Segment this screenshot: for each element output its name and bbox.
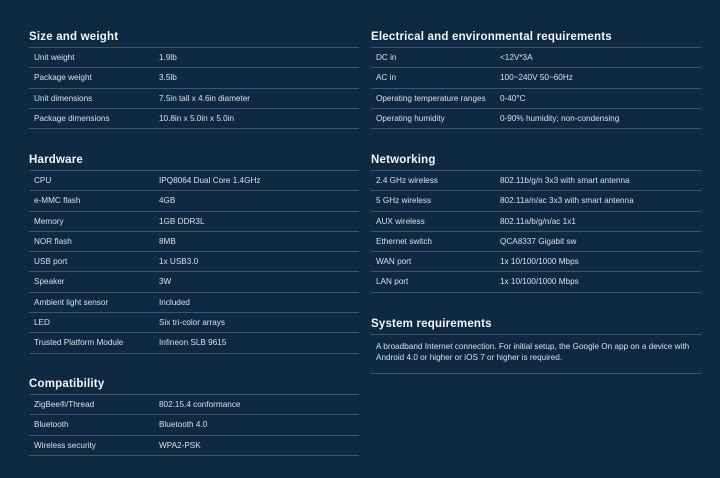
spec-value: IPQ8064 Dual Core 1.4GHz [159, 176, 261, 185]
electrical-section [371, 29, 701, 123]
spec-value: 8MB [159, 236, 176, 246]
spec-label: USB port [34, 257, 68, 267]
spec-value: 4GB [159, 196, 176, 206]
spec-value: 100~240V 50~60Hz [500, 73, 573, 83]
section-title: System requirements [371, 318, 492, 330]
spec-row [371, 212, 701, 232]
spec-label: Operating temperature ranges [376, 93, 486, 103]
spec-label: Ambient light sensor [34, 297, 109, 307]
spec-value: 0-40°C [500, 93, 526, 103]
spec-label: LAN port [376, 277, 409, 287]
spec-label: Package dimensions [34, 113, 110, 123]
spec-value: Bluetooth 4.0 [159, 420, 208, 430]
spec-label: e-MMC flash [34, 196, 81, 206]
spec-value: 3.5lb [159, 73, 177, 83]
spec-label: Package weight [34, 73, 92, 83]
spec-row [29, 293, 359, 313]
spec-label: Operating humidity [376, 113, 445, 123]
spec-value: WPA2-PSK [159, 440, 201, 450]
spec-row [29, 89, 359, 109]
spec-value: 3W [159, 277, 172, 287]
section-title: Hardware [29, 154, 84, 166]
spec-row [29, 252, 359, 272]
spec-row [29, 333, 359, 353]
spec-label: Bluetooth [34, 420, 69, 430]
spec-table [371, 170, 701, 293]
spec-row [29, 109, 359, 129]
spec-label: 2.4 GHz wireless [376, 176, 438, 185]
spec-row [29, 48, 359, 68]
spec-value: 0-90% humidity; non-condensing [500, 113, 620, 123]
spec-row [29, 395, 359, 415]
spec-label: Ethernet switch [376, 236, 432, 246]
spec-label: Speaker [34, 277, 65, 287]
spec-value: 802.11a/b/g/n/ac 1x1 [500, 216, 576, 226]
spec-table [371, 47, 701, 129]
spec-label: AC in [376, 73, 397, 83]
hardware-section [29, 152, 359, 348]
spec-value: 1x USB3.0 [159, 257, 199, 267]
spec-value: 1x 10/100/1000 Mbps [500, 257, 579, 267]
spec-value: Six tri-color arrays [159, 318, 225, 328]
spec-label: WAN port [376, 257, 412, 267]
spec-row [371, 191, 701, 211]
spec-row [29, 212, 359, 232]
spec-table [29, 394, 359, 456]
spec-value: Infineon SLB 9615 [159, 338, 227, 348]
spec-label: CPU [34, 176, 52, 185]
section-title: Compatibility [29, 378, 105, 390]
spec-label: Memory [34, 216, 64, 226]
spec-label: Unit weight [34, 53, 75, 62]
spec-row [371, 252, 701, 272]
spec-value: 802.15.4 conformance [159, 400, 241, 409]
spec-label: Unit dimensions [34, 93, 93, 103]
spec-value: 1.9lb [159, 53, 177, 62]
networking-section [371, 152, 701, 287]
spec-row [371, 68, 701, 88]
spec-row [29, 191, 359, 211]
spec-label: LED [34, 318, 50, 328]
spec-value: 1GB DDR3L [159, 216, 205, 226]
spec-label: AUX wireless [376, 216, 425, 226]
spec-value: 7.5in tall x 4.6in diameter [159, 93, 251, 103]
spec-label: Wireless security [34, 440, 96, 450]
spec-value: 802.11a/n/ac 3x3 with smart antenna [500, 196, 634, 206]
spec-row [371, 272, 701, 292]
spec-table [29, 47, 359, 129]
spec-value: 10.8in x 5.0in x 5.0in [159, 113, 235, 123]
spec-value: QCA8337 Gigabit sw [500, 236, 577, 246]
spec-row [29, 272, 359, 292]
spec-value: 1x 10/100/1000 Mbps [500, 277, 579, 287]
spec-label: DC in [376, 53, 397, 62]
system-requirements-section [371, 316, 701, 362]
spec-row [29, 68, 359, 88]
spec-row [29, 436, 359, 456]
spec-row [29, 232, 359, 252]
section-title: Electrical and environmental requirements [371, 31, 612, 43]
system-requirements-text: A broadband Internet connection. For initial setup, the Google On app on a device with Android 4.0 or higher or iOS 7 or higher is required. [371, 334, 701, 374]
spec-label: 5 GHz wireless [376, 196, 432, 206]
spec-row [371, 48, 701, 68]
spec-value: 802.11b/g/n 3x3 with smart antenna [500, 176, 630, 185]
spec-row [29, 415, 359, 435]
spec-label: NOR flash [34, 236, 72, 246]
spec-row [371, 109, 701, 129]
spec-label: Trusted Platform Module [34, 338, 124, 348]
section-title: Size and weight [29, 31, 119, 43]
spec-row [29, 171, 359, 191]
size-weight-section [29, 29, 359, 123]
section-title: Networking [371, 154, 436, 166]
spec-row [29, 313, 359, 333]
spec-value: <12V*3A [500, 53, 533, 62]
spec-row [371, 232, 701, 252]
spec-row [371, 171, 701, 191]
compatibility-section [29, 376, 359, 450]
spec-table [29, 170, 359, 354]
spec-value: Included [159, 297, 190, 307]
spec-label: ZigBee®/Thread [34, 400, 95, 409]
spec-row [371, 89, 701, 109]
